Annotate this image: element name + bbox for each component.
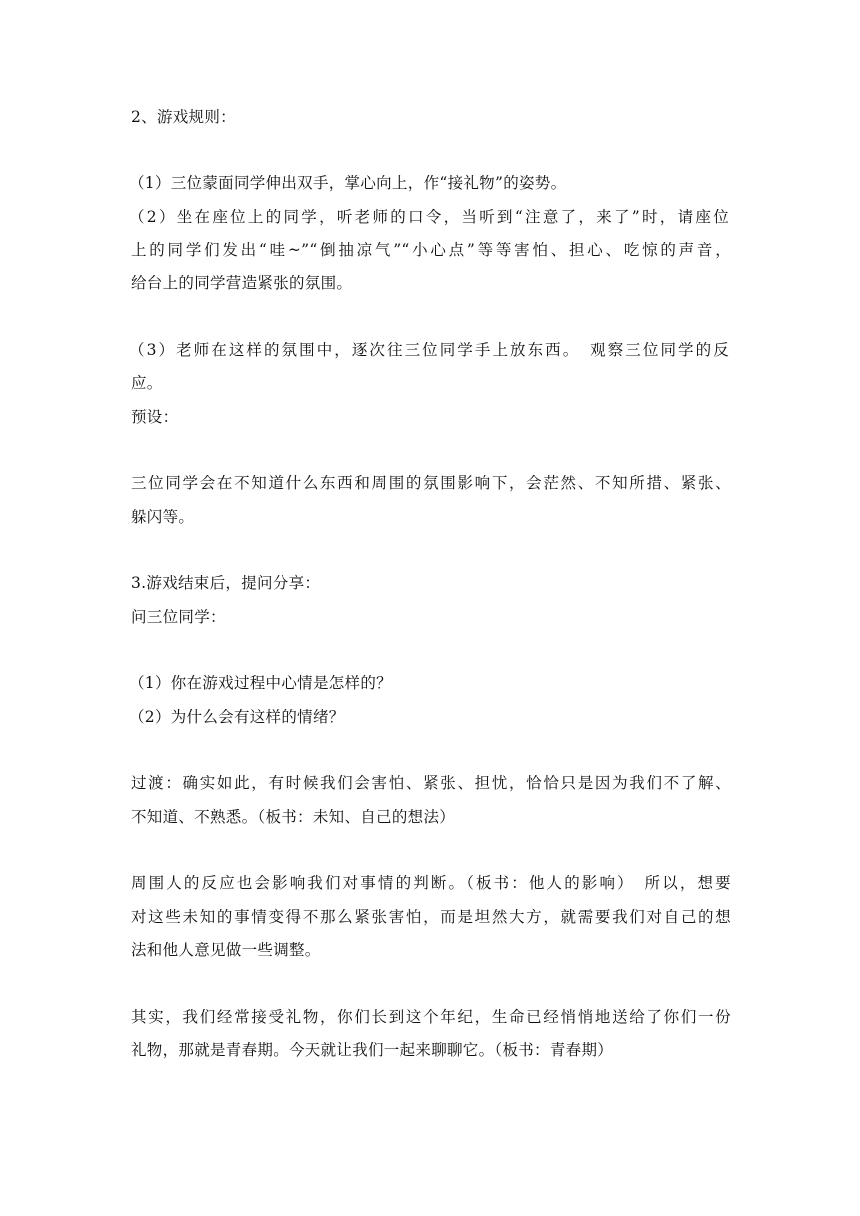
ask-label: 问三位同学： bbox=[131, 608, 226, 626]
gift-line-1: 其实，我们经常接受礼物，你们长到这个年纪，生命已经悄悄地送给了你们一份 bbox=[131, 1008, 731, 1026]
section-share-heading: 3.游戏结束后，提问分享： bbox=[131, 574, 321, 592]
rule-3-line-2: 应。 bbox=[131, 374, 163, 392]
gift-line-2: 礼物，那就是青春期。今天就让我们一起来聊聊它。（板书：青春期） bbox=[131, 1041, 614, 1059]
influence-line-1: 周围人的反应也会影响我们对事情的判断。（板书：他人的影响） 所以，想要 bbox=[131, 874, 731, 892]
transition-line-2: 不知道、不熟悉。（板书：未知、自己的想法） bbox=[131, 808, 456, 826]
preset-line-2: 躲闪等。 bbox=[131, 508, 195, 526]
influence-line-2: 对这些未知的事情变得不那么紧张害怕，而是坦然大方，就需要我们对自己的想 bbox=[131, 908, 731, 926]
transition-line-1: 过渡：确实如此，有时候我们会害怕、紧张、担忧，恰恰只是因为我们不了解、 bbox=[131, 774, 731, 792]
section-rules-heading: 2、游戏规则： bbox=[131, 108, 236, 126]
question-2: （2）为什么会有这样的情绪？ bbox=[129, 708, 345, 726]
rule-3-line-1: （3）老师在这样的氛围中，逐次往三位同学手上放东西。 观察三位同学的反 bbox=[129, 341, 729, 359]
preset-label: 预设： bbox=[131, 408, 179, 426]
preset-line-1: 三位同学会在不知道什么东西和周围的氛围影响下，会茫然、不知所措、紧张、 bbox=[131, 474, 731, 492]
rule-1: （1）三位蒙面同学伸出双手，掌心向上，作“接礼物”的姿势。 bbox=[129, 174, 567, 192]
influence-line-3: 法和他人意见做一些调整。 bbox=[131, 941, 321, 959]
rule-2-line-1: （2）坐在座位上的同学，听老师的口令，当听到“注意了，来了”时，请座位 bbox=[129, 208, 729, 226]
question-1: （1）你在游戏过程中心情是怎样的？ bbox=[129, 674, 392, 692]
rule-2-line-2: 上的同学们发出“哇~”“倒抽凉气”“小心点”等等害怕、担心、吃惊的声音， bbox=[131, 241, 731, 259]
rule-2-line-3: 给台上的同学营造紧张的氛围。 bbox=[131, 274, 353, 292]
